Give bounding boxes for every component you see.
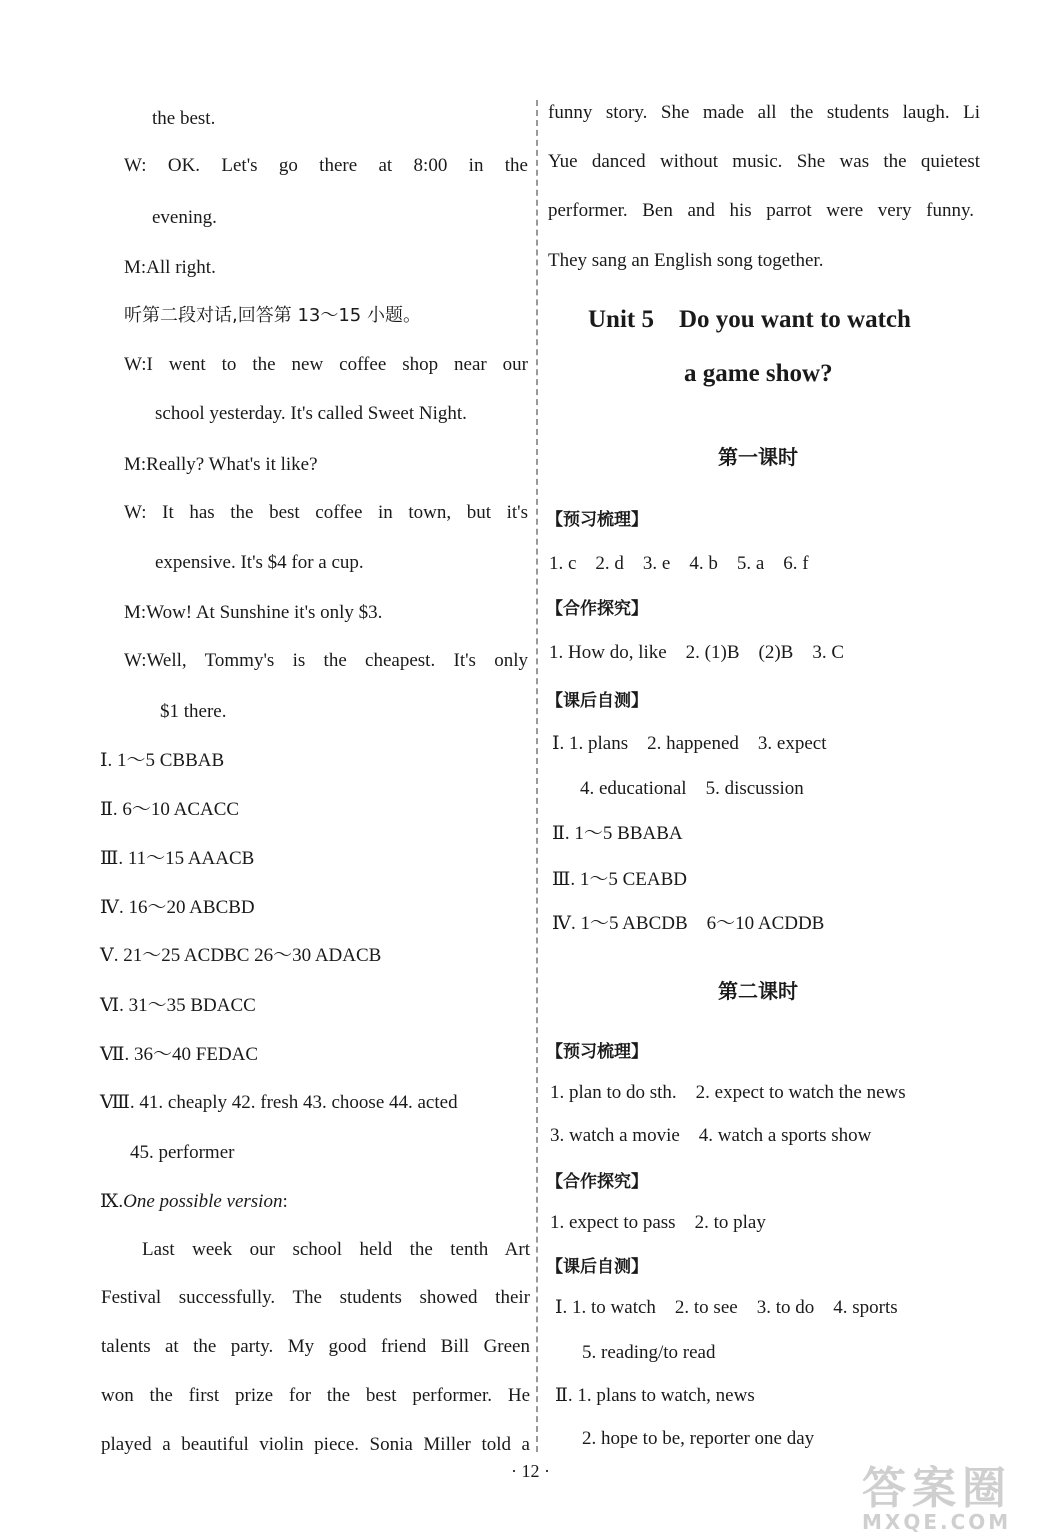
answer-line: 1. expect to pass 2. to play [550,1212,766,1233]
essay-line: They sang an English song together. [548,250,824,271]
essay-line: played a beautiful violin piece. Sonia Miller told a [101,1434,530,1455]
version-label: One possible version [123,1191,283,1212]
dialogue-line: W: OK. Let's go there at 8:00 in the [124,155,528,176]
answer-line: 5. reading/to read [582,1342,716,1363]
dialogue-line: $1 there. [160,701,227,722]
answer-line: Ⅴ. 21～25 ACDBC 26～30 ADACB [100,945,382,966]
answer-line: Ⅱ. 1. plans to watch, news [555,1385,755,1406]
instruction-line: 听第二段对话,回答第 13～15 小题。 [124,305,421,326]
answer-line: 4. educational 5. discussion [580,778,804,799]
answer-line: Ⅲ. 1～5 CEABD [552,869,687,890]
page-number: · 12 · [511,1461,550,1481]
section-heading: 【课后自测】 [546,691,648,711]
essay-line: Festival successfully. The students showed their [101,1287,530,1308]
answer-line: Ⅰ. 1～5 CBBAB [100,750,225,771]
answer-line [100,1190,288,1214]
section-heading: 【合作探究】 [546,599,648,619]
dialogue-line: expensive. It's $4 for a cup. [155,552,364,573]
dialogue-line: evening. [152,207,217,228]
essay-line: funny story. She made all the students laugh. Li [548,102,980,123]
answer-line: 2. hope to be, reporter one day [582,1428,815,1449]
unit-title: Unit 5 Do you want to watch [588,306,911,333]
watermark-url: MXQE.COM [862,1510,1012,1534]
section-numeral: Ⅸ. [100,1191,124,1212]
answer-line: 1. c 2. d 3. e 4. b 5. a 6. f [549,553,809,574]
answer-line: Ⅳ. 16～20 ABCBD [100,897,255,918]
essay-line: Yue danced without music. She was the quietest [548,151,980,172]
essay-line: performer. Ben and his parrot were very funny. [548,200,974,221]
lesson-title: 第一课时 [718,445,798,469]
dialogue-line: school yesterday. It's called Sweet Night. [155,403,467,424]
section-heading: 【课后自测】 [546,1257,648,1277]
answer-line: 1. plan to do sth. 2. expect to watch the news [550,1082,906,1103]
section-heading: 【合作探究】 [546,1172,648,1192]
dialogue-line: W:Well, Tommy's is the cheapest. It's only [124,650,528,671]
dialogue-line: the best. [152,108,216,129]
watermark-logo [862,1452,1012,1534]
dialogue-line: M:Wow! At Sunshine it's only $3. [124,602,383,623]
answer-line: Ⅳ. 1～5 ABCDB 6～10 ACDDB [552,913,825,934]
watermark-text: 答案圈 [862,1463,1012,1514]
answer-line: Ⅲ. 11～15 AAACB [100,848,255,869]
dialogue-line: M:Really? What's it like? [124,454,318,475]
answer-line: 45. performer [130,1142,235,1163]
answer-line: Ⅰ. 1. plans 2. happened 3. expect [552,733,827,754]
section-heading: 【预习梳理】 [546,510,648,530]
answer-line: Ⅱ. 6～10 ACACC [100,799,240,820]
answer-line: 1. How do, like 2. (1)B (2)B 3. C [549,642,845,663]
section-heading: 【预习梳理】 [546,1042,648,1062]
answer-line: Ⅵ. 31～35 BDACC [100,995,256,1016]
answer-line: Ⅱ. 1～5 BBABA [552,823,683,844]
answer-line: Ⅷ. 41. cheaply 42. fresh 43. choose 44. acted [100,1092,458,1113]
dialogue-line: W:I went to the new coffee shop near our [124,354,528,375]
column-divider [536,100,538,1452]
unit-title-line2: a game show? [684,360,833,387]
essay-line: talents at the party. My good friend Bill Green [101,1336,530,1357]
lesson-title: 第二课时 [718,979,798,1003]
dialogue-line: M:All right. [124,257,216,278]
essay-line: won the first prize for the best performer. He [101,1385,530,1406]
dialogue-line: W: It has the best coffee in town, but it's [124,502,528,523]
answer-line: Ⅶ. 36～40 FEDAC [100,1044,259,1065]
essay-line: Last week our school held the tenth Art [142,1239,530,1260]
colon: : [282,1191,288,1212]
answer-line: 3. watch a movie 4. watch a sports show [550,1125,872,1146]
answer-line: Ⅰ. 1. to watch 2. to see 3. to do 4. sports [555,1297,898,1318]
